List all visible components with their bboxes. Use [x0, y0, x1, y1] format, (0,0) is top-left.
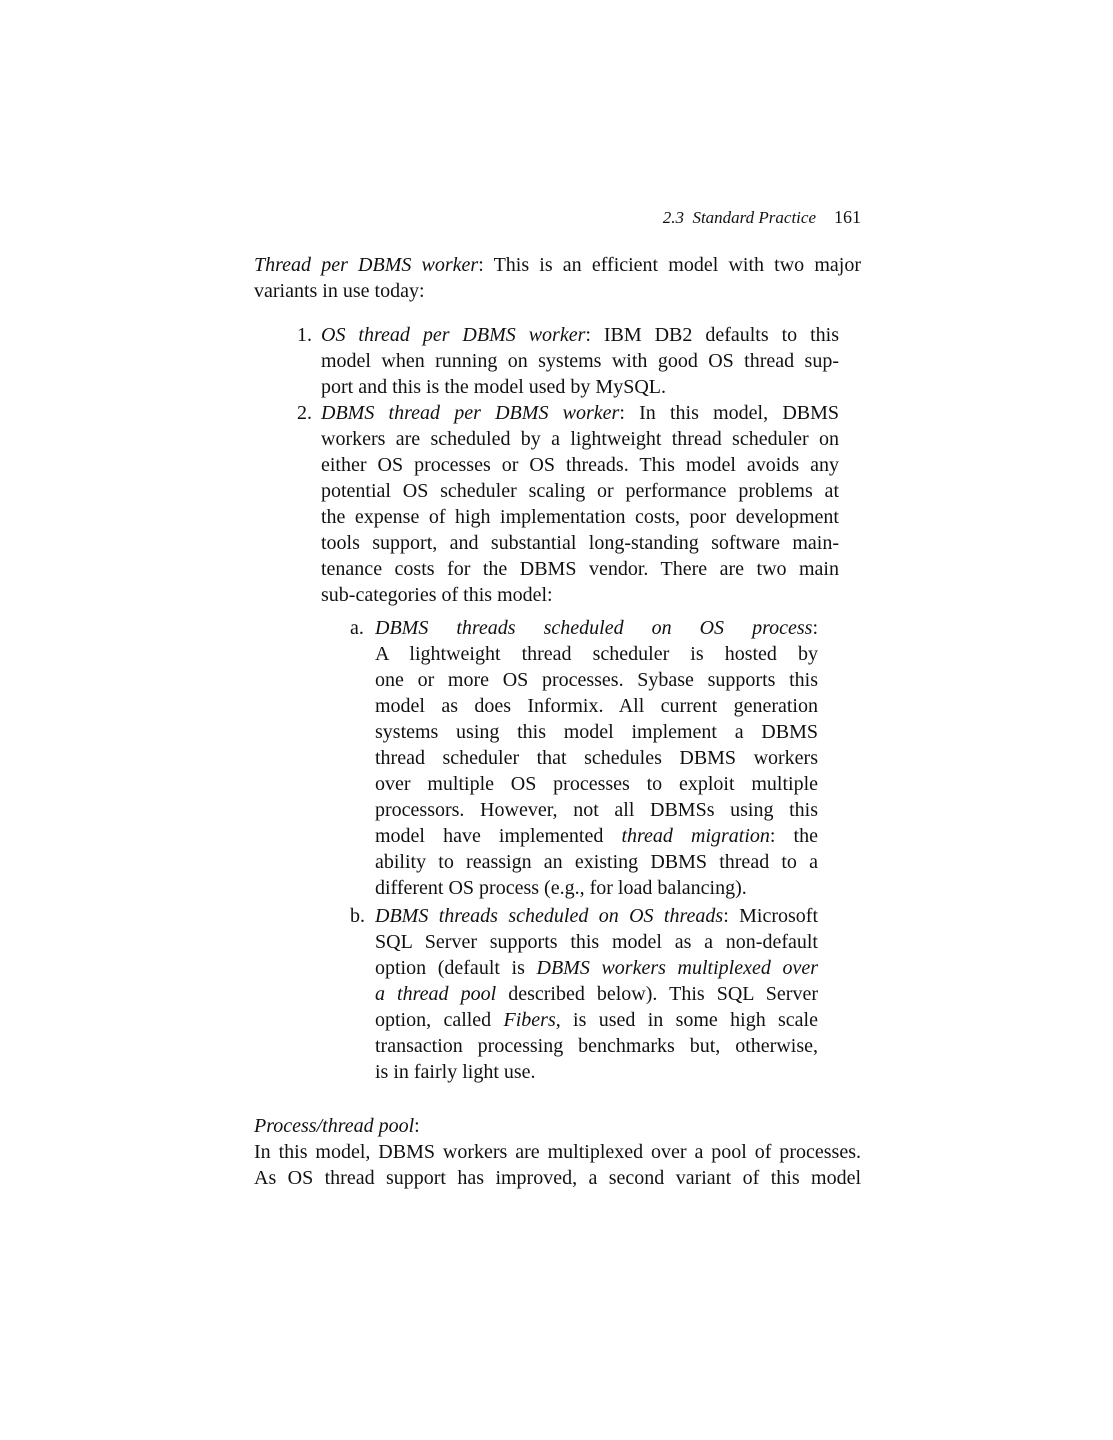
text: : IBM DB2 defaults to this [585, 324, 839, 346]
text: In this model, DBMS workers are multiplexed over a pool of processes. [254, 1141, 861, 1163]
text: port and this is the model used by MySQL. [321, 376, 666, 398]
text-line [321, 452, 839, 478]
text: either OS processes or OS threads. This model avoids any [321, 454, 839, 476]
paragraph-thread-per-worker [254, 252, 861, 304]
italic-text: Thread per DBMS worker [254, 254, 479, 276]
text: variants in use today: [254, 280, 425, 302]
text: ability to reassign an existing DBMS thread to a [375, 851, 818, 873]
text-line [254, 1113, 861, 1139]
text-line [375, 1033, 818, 1059]
text-line [321, 504, 839, 530]
italic-text: Process/thread pool [254, 1115, 415, 1137]
text: different OS process (e.g., for load balancing). [375, 877, 747, 899]
text: : the [769, 825, 818, 847]
text: : Microsoft [723, 905, 818, 927]
italic-text: a thread pool [375, 983, 497, 1005]
text: tools support, and substantial long-standing software main- [321, 532, 839, 554]
text-line [375, 929, 818, 955]
text-line [375, 849, 818, 875]
text-line [375, 875, 818, 901]
text: systems using this model implement a DBMS [375, 721, 818, 743]
text: , is used in some high scale [555, 1009, 818, 1031]
list-item-1 [321, 322, 839, 400]
italic-text: DBMS workers multiplexed over [536, 957, 818, 979]
text: workers are scheduled by a lightweight thread scheduler on [321, 428, 839, 450]
text-line [375, 1059, 818, 1085]
sublist-item-b [375, 903, 818, 1085]
text: : [812, 617, 818, 639]
text-line [375, 981, 818, 1007]
text-line [321, 556, 839, 582]
text-line [321, 426, 839, 452]
text: described below). This SQL Server [496, 983, 818, 1005]
text: : This is an efficient model with two major [478, 254, 861, 276]
heading-process-thread-pool [254, 1113, 861, 1139]
text-line [321, 348, 839, 374]
sublist-item-a [375, 615, 818, 901]
text: As OS thread support has improved, a second variant of this model [254, 1167, 861, 1189]
text: the expense of high implementation costs, poor development [321, 506, 839, 528]
text-line [375, 771, 818, 797]
text: tenance costs for the DBMS vendor. There are two main [321, 558, 839, 580]
text-line [254, 1165, 861, 1191]
italic-text: DBMS thread per DBMS worker [321, 402, 620, 424]
text-line [321, 374, 839, 400]
text-line [375, 667, 818, 693]
text-line [321, 530, 839, 556]
list-label-1: 1. [297, 324, 312, 346]
text: : [414, 1115, 420, 1137]
text: is in fairly light use. [375, 1061, 536, 1083]
italic-text: OS thread per DBMS worker [321, 324, 586, 346]
page-number: 161 [834, 207, 861, 227]
section-title: 2.3 Standard Practice [662, 208, 816, 227]
text: model when running on systems with good OS thread sup- [321, 350, 839, 372]
text-line [321, 400, 839, 426]
text-line [321, 478, 839, 504]
text-line [321, 322, 839, 348]
text: model as does Informix. All current generation [375, 695, 818, 717]
text-line [375, 903, 818, 929]
text: : In this model, DBMS [619, 402, 839, 424]
text: sub-categories of this model: [321, 584, 553, 606]
text-line [254, 278, 861, 304]
text: one or more OS processes. Sybase supports this [375, 669, 818, 691]
text-line [321, 582, 839, 608]
text-line [375, 797, 818, 823]
text-line [375, 955, 818, 981]
italic-text: Fibers [503, 1009, 556, 1031]
text-line [254, 1139, 861, 1165]
list-label-b: b. [350, 905, 365, 927]
list-label-2: 2. [297, 402, 312, 424]
text-line [375, 693, 818, 719]
text: model have implemented [375, 825, 622, 847]
list-item-2 [321, 400, 839, 608]
text: A lightweight thread scheduler is hosted by [375, 643, 818, 665]
text-line [375, 1007, 818, 1033]
text: option (default is [375, 957, 537, 979]
text-line [375, 641, 818, 667]
text: over multiple OS processes to exploit multiple [375, 773, 818, 795]
text-line [375, 823, 818, 849]
running-header [663, 207, 861, 228]
text-line [375, 719, 818, 745]
list-label-a: a. [350, 617, 364, 639]
paragraph-process-pool [254, 1139, 861, 1191]
text: processors. However, not all DBMSs using this [375, 799, 818, 821]
text: potential OS scheduler scaling or performance problems at [321, 480, 839, 502]
text-line [375, 615, 818, 641]
text: SQL Server supports this model as a non-default [375, 931, 818, 953]
italic-text: thread migration [621, 825, 770, 847]
text-line [254, 252, 861, 278]
text: option, called [375, 1009, 504, 1031]
italic-text: DBMS threads scheduled on OS process [375, 617, 813, 639]
text: thread scheduler that schedules DBMS workers [375, 747, 818, 769]
text-line [375, 745, 818, 771]
italic-text: DBMS threads scheduled on OS threads [375, 905, 724, 927]
text: transaction processing benchmarks but, otherwise, [375, 1035, 818, 1057]
